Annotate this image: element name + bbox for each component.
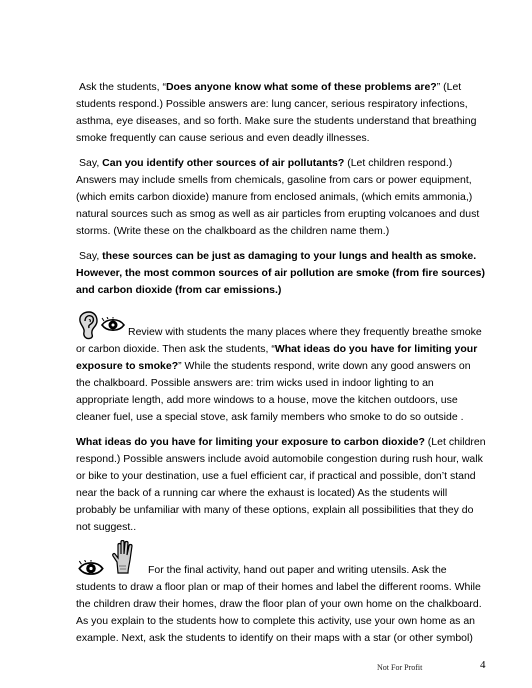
bold-text-run: What ideas do you have for limiting your exposure to smoke? [76,343,478,373]
text-run: Review with students the many places where they frequently breathe smoke or carbon dioxide. Then ask the students, “ [76,326,482,356]
bold-text-run: Can you identify other sources of air pollutants? [102,157,345,169]
paragraph-other-sources [76,155,488,240]
paragraph-final-activity [76,562,488,647]
bold-text-run: Does anyone know what some of these problems are? [165,81,437,93]
paragraph-carbon-dioxide [76,434,488,537]
footer-note: Not For Profit [377,663,423,672]
text-run: For the final activity, hand out paper and writing utensils. Ask the students to draw a floor plan or map of their homes and label the different rooms. While the children draw their homes, draw the floor plan of your own home on the chalkboard. As you explain to the students how to complete this activity, use your own home as an example. Next, ask the students to identify on their maps with a star (or other symbol) [76,564,482,645]
text-run: ” While the students respond, write down any good answers on the chalkboard. Possible answers are: trim wicks used in indoor lighting to an appropriate length, add more windows to a house, move the kitchen outdoors, use cleaner fuel, use a special stove, ask family members who smoke to do so outside . [76,360,471,424]
text-run: (Let children respond.) Possible answers include avoid automobile congestion during rush hour, walk or bike to your destination, use a fuel efficient car, if practical and possible, don’t stand near the back of a running car where the exhaust is located) As the students will probably be unfamiliar with many of these options, explain all possibilities that they do not suggest.. [76,436,486,534]
paragraph-damaging-sources [76,248,488,299]
text-run: Ask the students, “ [79,81,166,93]
text-run: Say, [79,250,103,262]
page-number: 4 [480,659,486,671]
text-run: Say, [79,157,103,169]
paragraph-problems-question [76,79,488,147]
text-run: (Let children respond.) Answers may include smells from chemicals, gasoline from cars or power equipment, (which emits carbon dioxide) manure from enclosed animals, (which emits ammonia,) natural sources such as smog as well as air particles from erupting volcanoes and dust storms. (Write these on the chalkboard as the children name them.) [76,157,480,238]
bold-text-run: these sources can be just as damaging to your lungs and health as smoke. However, the most common sources of air pollution are smoke (from fire sources) and carbon dioxide (from car emissions.) [76,250,486,297]
bold-text-run: What ideas do you have for limiting your exposure to carbon dioxide? [76,436,425,448]
text-run: ” (Let students respond.) Possible answers are: lung cancer, serious respiratory infections, asthma, eye diseases, and so forth. Make sure the students understand that breathing smoke frequently can cause serious and even deadly illnesses. [76,81,477,145]
paragraph-review-smoke [76,324,488,427]
